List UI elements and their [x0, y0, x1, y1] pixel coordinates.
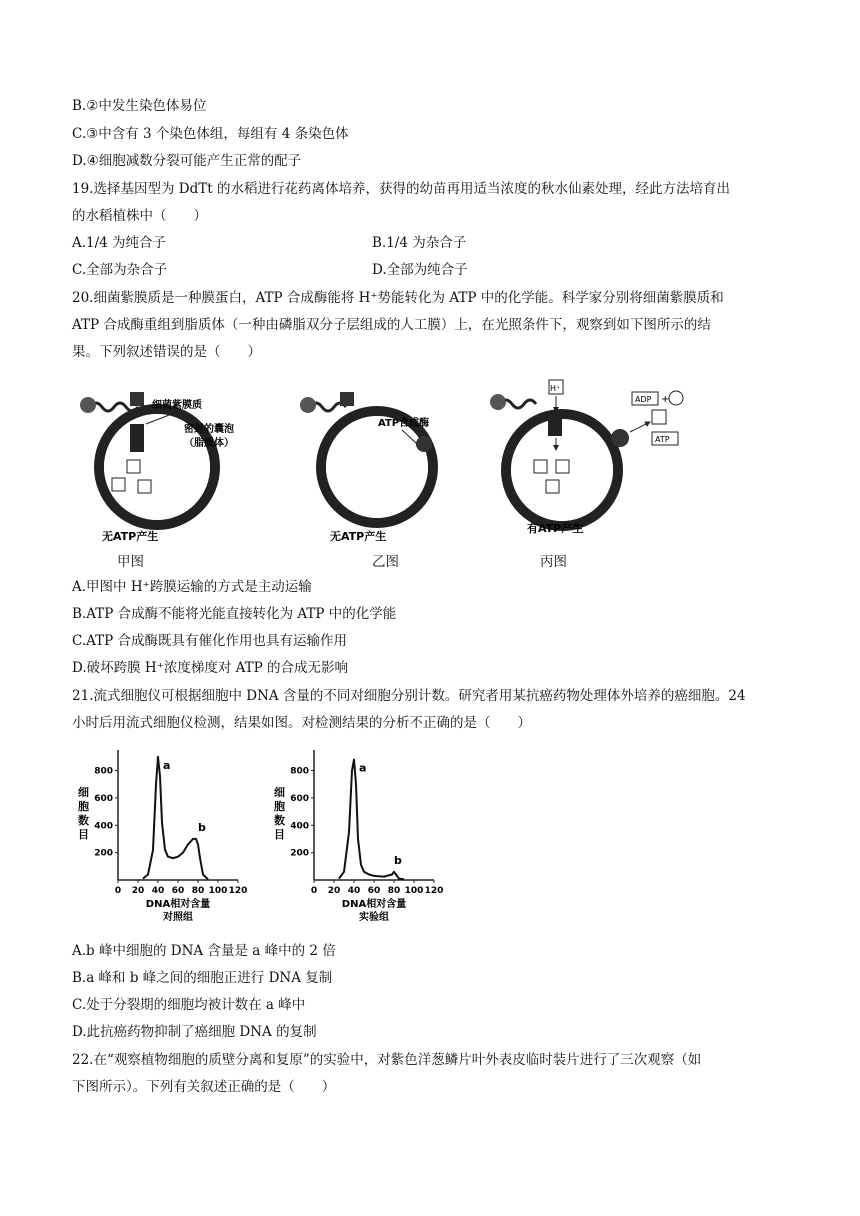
- q21-option-c: C.处于分裂期的细胞均被计数在 a 峰中: [72, 997, 306, 1013]
- q22-stem-line2: 下图所示）。下列有关叙述正确的是（ ）: [72, 1079, 336, 1095]
- y-tick-label: 400: [94, 821, 113, 832]
- label-purple-membrane: 细菌紫膜质: [152, 400, 202, 411]
- x-tick-label: 80: [191, 886, 205, 896]
- q21-stem-line1: 21.流式细胞仪可根据细胞中 DNA 含量的不同对细胞分别计数。研究者用某抗癌药物处理体外培养的癌细胞。24: [72, 688, 746, 704]
- q20-stem-line2: ATP 合成酶重组到脂质体（一种由磷脂双分子层组成的人工膜）上，在光照条件下，观察到如下图所示的结: [72, 317, 711, 333]
- x-tick-label: 100: [208, 886, 228, 896]
- label-atp: ATP: [655, 435, 670, 444]
- label-h-plus: H⁺: [550, 384, 561, 393]
- q19-option-a: A.1/4 为纯合子: [72, 235, 167, 251]
- x-tick-label: 60: [171, 886, 185, 896]
- x-tick-label: 80: [387, 886, 401, 896]
- panel-b: [300, 392, 433, 543]
- peak-label-a: a: [163, 758, 171, 772]
- y-tick-label: 200: [290, 848, 309, 859]
- purple-membrane-protein-icon: [548, 416, 562, 436]
- q19-option-d: D.全部为纯合子: [372, 262, 468, 278]
- result-a: 无ATP产生: [102, 530, 159, 543]
- label-liposome: （脂质体）: [184, 438, 234, 449]
- light-icon: [300, 397, 316, 413]
- chart-title: 实验组: [359, 912, 389, 923]
- light-icon: [490, 394, 506, 410]
- q21-stem-line2: 小时后用流式细胞仪检测，结果如图。对检测结果的分析不正确的是（ ）: [72, 715, 531, 731]
- q18-option-d: D.④细胞减数分裂可能产生正常的配子: [72, 153, 302, 169]
- y-tick-label: 800: [94, 766, 113, 777]
- q20-stem-line1: 20.细菌紫膜质是一种膜蛋白，ATP 合成酶能将 H⁺势能转化为 ATP 中的化学能。科学家分别将细菌紫膜质和: [72, 290, 724, 306]
- q20-option-a: A.甲图中 H⁺跨膜运输的方式是主动运输: [72, 579, 312, 595]
- x-tick-label: 120: [228, 886, 248, 896]
- x-tick-label: 0: [310, 886, 318, 896]
- y-axis-label: 细胞数目: [78, 786, 89, 841]
- flow-chart-control: [66, 738, 262, 934]
- q19-option-c: C.全部为杂合子: [72, 262, 168, 278]
- peak-label-a: a: [359, 761, 367, 775]
- light-icon: [80, 397, 96, 413]
- y-tick-label: 800: [290, 766, 309, 777]
- q19-stem-line2: 的水稻植株中（ ）: [72, 208, 207, 224]
- atp-synthase-icon: [416, 436, 432, 452]
- q19-option-b: B.1/4 为杂合子: [372, 235, 467, 251]
- x-tick-label: 40: [347, 886, 361, 896]
- purple-membrane-protein-icon: [130, 424, 144, 452]
- x-tick-label: 20: [131, 886, 145, 896]
- caption-figure-b: 乙图: [372, 554, 399, 570]
- y-tick-label: 600: [290, 793, 309, 804]
- y-axis-label: 细胞数目: [274, 786, 285, 841]
- q20-option-d: D.破坏跨膜 H⁺浓度梯度对 ATP 的合成无影响: [72, 660, 349, 676]
- result-b: 无ATP产生: [330, 530, 387, 543]
- caption-figure-c: 丙图: [540, 554, 567, 570]
- flow-chart-experimental: [262, 738, 458, 934]
- chart-title: 对照组: [163, 912, 193, 923]
- y-tick-label: 600: [94, 793, 113, 804]
- q21-option-d: D.此抗癌药物抑制了癌细胞 DNA 的复制: [72, 1024, 317, 1040]
- atp-synthase-icon: [611, 429, 629, 447]
- result-c: 有ATP产生: [527, 522, 584, 535]
- panel-a: [80, 392, 234, 543]
- label-atp-synthase: ATP合成酶: [378, 418, 430, 429]
- cell-count-curve: [143, 757, 208, 880]
- panel-c: [490, 380, 683, 535]
- y-tick-label: 200: [94, 848, 113, 859]
- caption-figure-a: 甲图: [117, 554, 144, 570]
- label-adp: ADP: [635, 395, 652, 404]
- x-tick-label: 100: [404, 886, 424, 896]
- label-sealed-vesicle: 密封的囊泡: [184, 424, 234, 435]
- q21-option-b: B.a 峰和 b 峰之间的细胞正进行 DNA 复制: [72, 970, 333, 986]
- x-axis-label: DNA相对含量: [145, 899, 211, 910]
- x-tick-label: 120: [424, 886, 444, 896]
- q18-option-b: B.②中发生染色体易位: [72, 98, 207, 114]
- plus-sign: +: [661, 394, 670, 405]
- q21-option-a: A.b 峰中细胞的 DNA 含量是 a 峰中的 2 倍: [72, 943, 336, 959]
- q20-option-b: B.ATP 合成酶不能将光能直接转化为 ATP 中的化学能: [72, 606, 397, 622]
- q19-stem-line1: 19.选择基因型为 DdTt 的水稻进行花药离体培养，获得的幼苗再用适当浓度的秋水仙素处理，经此方法培育出: [72, 181, 730, 197]
- q20-option-c: C.ATP 合成酶既具有催化作用也具有运输作用: [72, 633, 348, 649]
- x-tick-label: 40: [151, 886, 165, 896]
- q18-option-c: C.③中含有 3 个染色体组，每组有 4 条染色体: [72, 126, 349, 142]
- peak-label-b: b: [394, 853, 402, 867]
- q20-stem-line3: 果。下列叙述错误的是（ ）: [72, 344, 261, 360]
- q22-stem-line1: 22.在“观察植物细胞的质壁分离和复原”的实验中，对紫色洋葱鳞片叶外表皮临时装片进行了三次观察（如: [72, 1052, 702, 1068]
- x-tick-label: 60: [367, 886, 381, 896]
- peak-label-b: b: [198, 820, 206, 834]
- x-tick-label: 0: [114, 886, 122, 896]
- q20-liposome-figure: [72, 372, 712, 548]
- x-tick-label: 20: [327, 886, 341, 896]
- y-tick-label: 400: [290, 821, 309, 832]
- x-axis-label: DNA相对含量: [341, 899, 407, 910]
